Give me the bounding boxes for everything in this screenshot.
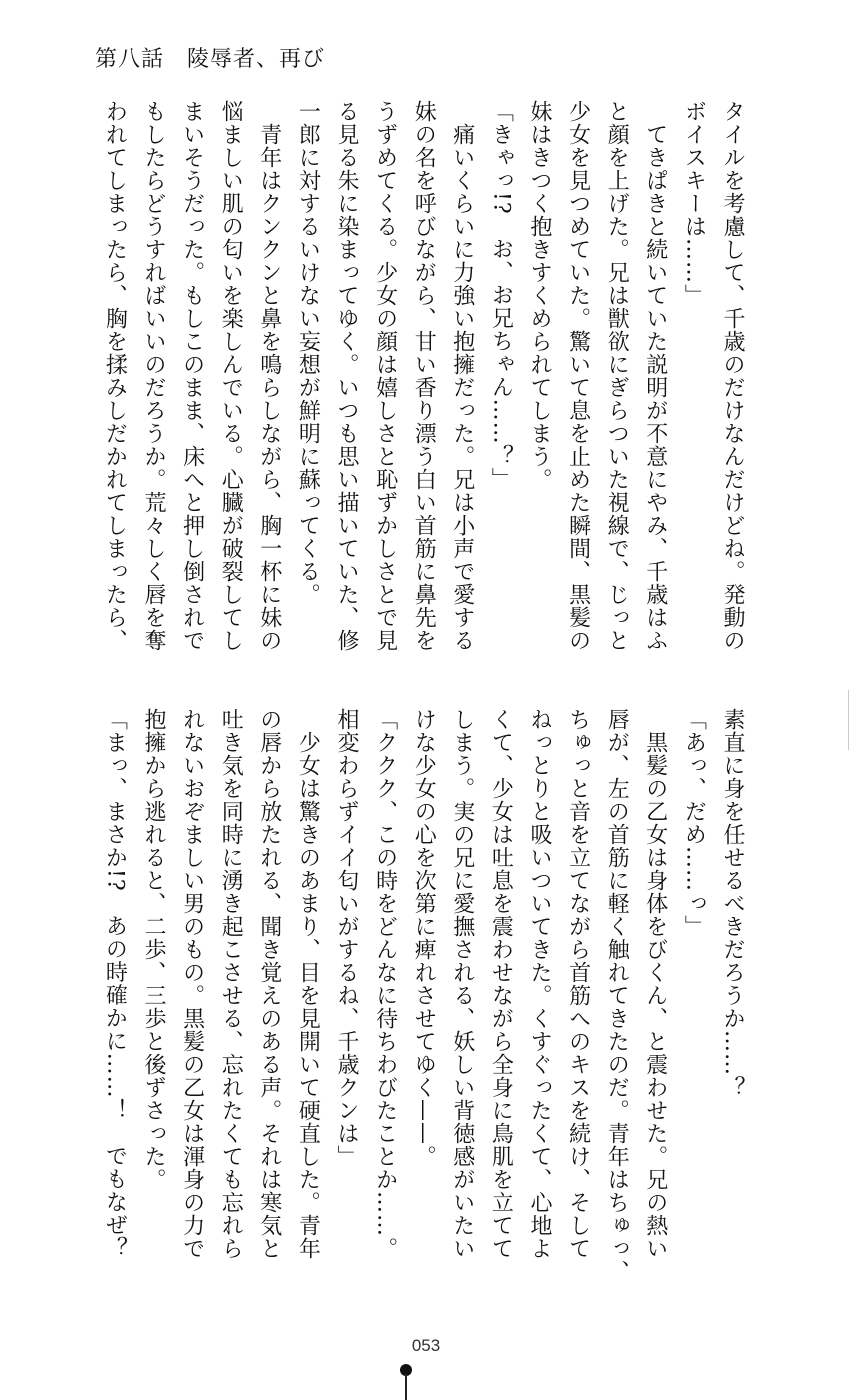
text-column: 唇が、左の首筋に軽く触れてきたのだ。青年はちゅっ、 [604,708,630,1283]
text-column: の唇から放たれる、聞き覚えのある声。それは寒気と [256,708,282,1260]
text-column: 相変わらずイイ匂いがするね、千歳クンは」 [334,708,359,1168]
text-column: 少女を見つめていた。驚いて息を止めた瞬間、黒髪の [565,100,591,652]
text-column: と顔を上げた。兄は獣欲にぎらついた視線で、じっと [604,100,630,652]
page-marker-line [405,1374,407,1400]
text-column: 「あっ、だめ……っ」 [681,708,707,938]
text-column: 「ククク、この時をどんなに待ちわびたことか……。 [372,708,398,1260]
text-column: まいそうだった。もしこのまま、床へと押し倒されで [179,100,205,652]
text-column: れないおぞましい男のもの。黒髪の乙女は渾身の力で [179,708,205,1260]
text-column: うずめてくる。少女の顔は嬉しさと恥ずかしさとで見 [372,100,398,652]
text-column: 「きゃっ!? お、お兄ちゃん……？」 [488,100,514,491]
text-column: ちゅっと音を立てながら首筋へのキスを続け、そして [565,708,591,1260]
page-number: 053 [411,1336,441,1355]
scan-edge-divider [848,690,849,750]
chapter-header: 第八話 陵辱者、再び [95,47,326,72]
text-column: 悩ましい肌の匂いを楽しんでいる。心臓が破裂してし [218,100,244,652]
text-column: もしたらどうすればいいのだろうか。荒々しく唇を奪 [141,100,166,652]
text-column: くて、少女は吐息を震わせながら全身に鳥肌を立てて [488,708,514,1260]
text-column: ボイスキーは……」 [681,100,707,307]
text-column: 黒髪の乙女は身体をびくん、と震わせた。兄の熱い [642,708,668,1260]
text-column: 吐き気を同時に湧き起こさせる、忘れたくても忘れら [218,708,244,1260]
text-column: 「まっ、まさか!? あの時確かに……！ でもなぜ？ [102,708,128,1260]
text-column: てきぱきと続いていた説明が不意にやみ、千歳はふ [642,100,668,652]
text-column: 一郎に対するいけない妄想が鮮明に蘇ってくる。 [295,100,321,606]
text-column: る見る朱に染まってゆく。いつも思い描いていた、修 [334,100,359,652]
text-column: 少女は驚きのあまり、目を見開いて硬直した。青年 [295,708,321,1260]
text-column: けな少女の心を次第に痺れさせてゆく——。 [411,708,437,1168]
text-column: 妹はきつく抱きすくめられてしまう。 [527,100,552,491]
text-column: 抱擁から逃れると、二歩、三歩と後ずさった。 [141,708,166,1191]
text-column: ねっとりと吸いついてきた。くすぐったくて、心地よ [527,708,552,1260]
text-column: タイルを考慮して、千歳のだけなんだけどね。発動の [720,100,745,652]
text-column: われてしまったら、胸を揉みしだかれてしまったら、 [102,100,128,652]
text-column: 痛いくらいに力強い抱擁だった。兄は小声で愛する [449,100,475,652]
text-column: 青年はクンクンと鼻を鳴らしながら、胸一杯に妹の [256,100,282,652]
text-column: 妹の名を呼びながら、甘い香り漂う白い首筋に鼻先を [411,100,437,652]
text-column: 素直に身を任せるべきだろうか……？ [720,708,745,1099]
text-column: しまう。実の兄に愛撫される、妖しい背徳感がいたい [449,708,475,1260]
